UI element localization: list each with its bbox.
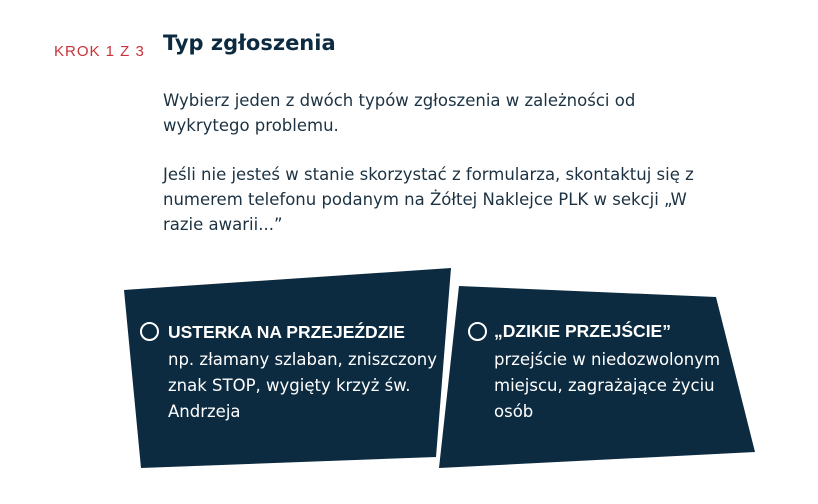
option-title: USTERKA NA PRZEJEŹDZIE: [168, 322, 405, 342]
option-card-illegal-crossing[interactable]: [438, 285, 758, 471]
page-title: Typ zgłoszenia: [163, 31, 336, 55]
radio-button-crossing-fault[interactable]: [140, 322, 159, 341]
instructions-text: Wybierz jeden z dwóch typów zgłoszenia w zależności od wykrytego problemu.: [163, 91, 636, 135]
contact-info-text: Jeśli nie jesteś w stanie skorzystać z formularza, skontaktuj się z numerem telefonu podanym na Żółtej Naklejce PLK w sekcji „W razie awarii...”: [163, 165, 694, 234]
radio-button-illegal-crossing[interactable]: [468, 322, 487, 341]
option-description: np. złamany szlaban, zniszczony znak STOP, wygięty krzyż św. Andrzeja: [168, 350, 438, 421]
option-title: „DZIKIE PRZEJŚCIE”: [494, 321, 671, 341]
step-indicator: KROK 1 Z 3: [54, 43, 145, 60]
option-description: przejście w niedozwolonym miejscu, zagrażające życiu osób: [494, 350, 721, 421]
option-card-crossing-fault[interactable]: [120, 266, 455, 472]
